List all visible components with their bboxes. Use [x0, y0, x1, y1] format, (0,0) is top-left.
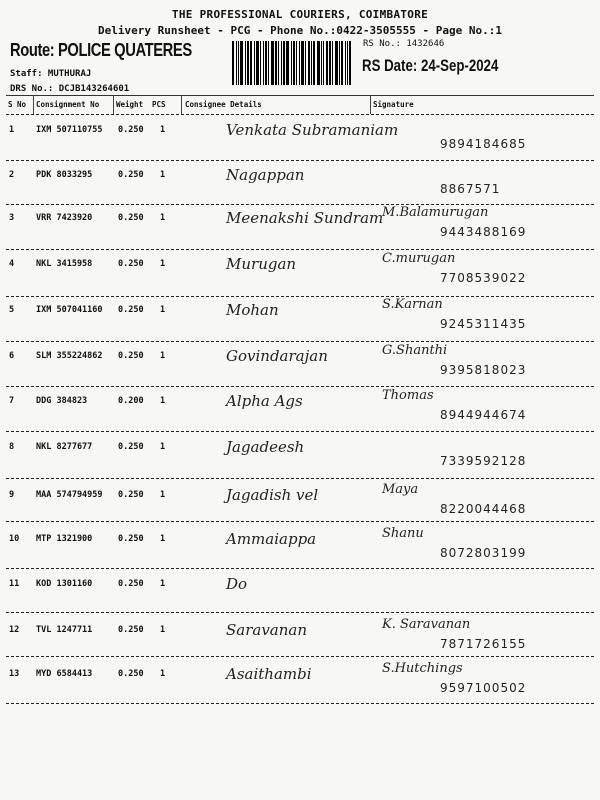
row-consignment-number: KOD 1301160: [36, 579, 93, 589]
row-consignment-number: IXM 507041160: [36, 305, 103, 315]
row-weight: 0.250: [118, 125, 144, 135]
consignee-name-handwritten: Saravanan: [226, 621, 308, 639]
row-pcs: 1: [160, 213, 166, 223]
barcode-bar: [278, 41, 279, 85]
consignee-name-handwritten: Asaithambi: [226, 665, 312, 683]
consignee-name-handwritten: Do: [226, 575, 248, 593]
row-weight: 0.250: [118, 170, 144, 180]
recipient-signature: S.Karnan: [382, 297, 443, 312]
col-header-signature: Signature: [373, 100, 414, 109]
row-separator: [6, 431, 594, 432]
row-weight: 0.200: [118, 396, 144, 406]
row-separator: [6, 386, 594, 387]
barcode-bar: [335, 41, 338, 85]
row-pcs: 1: [160, 351, 166, 361]
row-separator: [6, 656, 594, 657]
barcode-bar: [275, 41, 277, 85]
drs-number: DRS No.: DCJB143264601: [10, 84, 130, 94]
recipient-signature: Thomas: [382, 388, 434, 403]
row-sno: 8: [9, 442, 15, 452]
recipient-signature: Shanu: [382, 526, 424, 541]
recipient-signature: C.murugan: [382, 251, 456, 266]
row-sno: 13: [9, 669, 20, 679]
column-divider: [370, 96, 371, 114]
row-pcs: 1: [160, 125, 166, 135]
row-pcs: 1: [160, 259, 166, 269]
row-consignment-number: VRR 7423920: [36, 213, 93, 223]
rs-date: RS Date: 24-Sep-2024: [362, 56, 499, 75]
row-consignment-number: SLM 355224862: [36, 351, 103, 361]
barcode-bar: [250, 41, 252, 85]
barcode-bar: [240, 41, 243, 85]
consignee-name-handwritten: Jagadeesh: [226, 438, 305, 456]
table-top-rule: [6, 95, 594, 96]
row-sno: 1: [9, 125, 15, 135]
row-weight: 0.250: [118, 351, 144, 361]
row-pcs: 1: [160, 442, 166, 452]
row-weight: 0.250: [118, 305, 144, 315]
barcode-bar: [263, 41, 264, 85]
barcode-bar: [260, 41, 261, 85]
barcode-bar: [232, 41, 234, 85]
barcode-bar: [245, 41, 246, 85]
row-consignment-number: IXM 507110755: [36, 125, 103, 135]
recipient-phone: 9395818023: [440, 363, 527, 377]
column-divider: [113, 96, 114, 114]
row-sno: 10: [9, 534, 20, 544]
row-sno: 11: [9, 579, 20, 589]
recipient-signature: M.Balamurugan: [382, 205, 489, 220]
barcode-bar: [283, 41, 285, 85]
recipient-signature: Maya: [382, 482, 419, 497]
row-sno: 7: [9, 396, 15, 406]
recipient-phone: 9443488169: [440, 225, 527, 239]
consignee-name-handwritten: Alpha Ags: [226, 392, 303, 410]
barcode-bar: [236, 41, 237, 85]
row-separator: [6, 296, 594, 297]
row-separator: [6, 612, 594, 613]
barcode-bar: [321, 41, 322, 85]
route-label: Route: POLICE QUATERES: [10, 40, 192, 60]
row-weight: 0.250: [118, 625, 144, 635]
header-bottom-rule: [6, 114, 594, 115]
row-sno: 3: [9, 213, 15, 223]
col-header-consignee: Consignee Details: [185, 100, 262, 109]
row-separator: [6, 341, 594, 342]
barcode-bar: [286, 41, 289, 85]
barcode-bar: [291, 41, 292, 85]
barcode-bar: [339, 41, 340, 85]
row-pcs: 1: [160, 669, 166, 679]
row-consignment-number: DDG 384823: [36, 396, 88, 406]
company-title: THE PROFESSIONAL COURIERS, COIMBATORE: [171, 8, 429, 21]
col-header-sno: S No: [8, 100, 27, 109]
consignee-name-handwritten: Venkata Subramaniam: [226, 121, 399, 139]
table-row: [0, 305, 600, 315]
row-sno: 5: [9, 305, 15, 315]
recipient-phone: 9597100502: [440, 681, 527, 695]
barcode-bar: [256, 41, 259, 85]
recipient-signature: G.Shanthi: [382, 343, 448, 358]
row-sno: 6: [9, 351, 15, 361]
barcode-bar: [345, 41, 346, 85]
row-separator: [6, 204, 594, 205]
row-weight: 0.250: [118, 259, 144, 269]
recipient-phone: 8220044468: [440, 502, 527, 516]
barcode-bar: [247, 41, 249, 85]
column-divider: [181, 96, 182, 114]
consignee-name-handwritten: Jagadish vel: [226, 486, 319, 504]
col-header-consignment: Consignment No: [36, 100, 100, 109]
recipient-phone: 7708539022: [440, 271, 527, 285]
row-separator: [6, 478, 594, 479]
barcode-bar: [268, 41, 269, 85]
row-pcs: 1: [160, 625, 166, 635]
row-pcs: 1: [160, 579, 166, 589]
barcode-bar: [311, 41, 312, 85]
row-consignment-number: NKL 3415958: [36, 259, 93, 269]
row-sno: 12: [9, 625, 20, 635]
recipient-signature: S.Hutchings: [382, 661, 463, 676]
barcode-bar: [238, 41, 239, 85]
recipient-signature: K. Saravanan: [382, 617, 471, 632]
row-separator: [6, 249, 594, 250]
row-pcs: 1: [160, 305, 166, 315]
barcode-bar: [332, 41, 333, 85]
rs-number: RS No.: 1432646: [363, 39, 445, 49]
row-consignment-number: PDK 8033295: [36, 170, 93, 180]
row-weight: 0.250: [118, 579, 144, 589]
barcode-image: [232, 41, 357, 85]
consignee-name-handwritten: Ammaiappa: [226, 530, 317, 548]
staff-label: Staff: MUTHURAJ: [10, 69, 92, 79]
table-row: [0, 579, 600, 589]
barcode-bar: [271, 41, 274, 85]
barcode-bar: [347, 41, 348, 85]
row-consignment-number: MTP 1321900: [36, 534, 93, 544]
row-weight: 0.250: [118, 669, 144, 679]
row-sno: 4: [9, 259, 15, 269]
row-pcs: 1: [160, 170, 166, 180]
barcode-bar: [341, 41, 343, 85]
row-sno: 2: [9, 170, 15, 180]
row-separator: [6, 160, 594, 161]
barcode-bar: [301, 41, 304, 85]
recipient-phone: 8072803199: [440, 546, 527, 560]
row-consignment-number: MYD 6584413: [36, 669, 93, 679]
barcode-bar: [305, 41, 306, 85]
recipient-phone: 8867571: [440, 182, 501, 196]
barcode-bar: [308, 41, 310, 85]
row-pcs: 1: [160, 490, 166, 500]
consignee-name-handwritten: Mohan: [226, 301, 279, 319]
barcode-bar: [313, 41, 315, 85]
row-weight: 0.250: [118, 534, 144, 544]
consignee-name-handwritten: Govindarajan: [226, 347, 328, 365]
recipient-phone: 7339592128: [440, 454, 527, 468]
row-weight: 0.250: [118, 442, 144, 452]
barcode-bar: [349, 41, 351, 85]
barcode-bar: [254, 41, 255, 85]
row-consignment-number: MAA 574794959: [36, 490, 103, 500]
consignee-name-handwritten: Nagappan: [226, 166, 305, 184]
column-divider: [33, 96, 34, 114]
row-separator: [6, 521, 594, 522]
row-consignment-number: NKL 8277677: [36, 442, 93, 452]
row-pcs: 1: [160, 534, 166, 544]
row-separator: [6, 568, 594, 569]
barcode-bar: [329, 41, 331, 85]
consignee-name-handwritten: Murugan: [226, 255, 297, 273]
barcode-bar: [296, 41, 297, 85]
barcode-bar: [293, 41, 295, 85]
row-separator: [6, 703, 594, 704]
row-sno: 9: [9, 490, 15, 500]
row-pcs: 1: [160, 396, 166, 406]
col-header-pcs: PCS: [152, 100, 166, 109]
row-consignment-number: TVL 1247711: [36, 625, 93, 635]
col-header-weight: Weight: [116, 100, 144, 109]
barcode-bar: [299, 41, 300, 85]
barcode-bar: [281, 41, 282, 85]
barcode-bar: [317, 41, 320, 85]
recipient-phone: 7871726155: [440, 637, 527, 651]
barcode-bar: [323, 41, 324, 85]
row-weight: 0.250: [118, 490, 144, 500]
recipient-phone: 9245311435: [440, 317, 527, 331]
table-row: [0, 259, 600, 269]
barcode-bar: [265, 41, 267, 85]
runsheet-subtitle: Delivery Runsheet - PCG - Phone No.:0422-3505555 - Page No.:1: [98, 24, 502, 37]
consignee-name-handwritten: Meenakshi Sundram: [226, 209, 384, 227]
recipient-phone: 8944944674: [440, 408, 527, 422]
row-weight: 0.250: [118, 213, 144, 223]
barcode-bar: [326, 41, 328, 85]
recipient-phone: 9894184685: [440, 137, 527, 151]
